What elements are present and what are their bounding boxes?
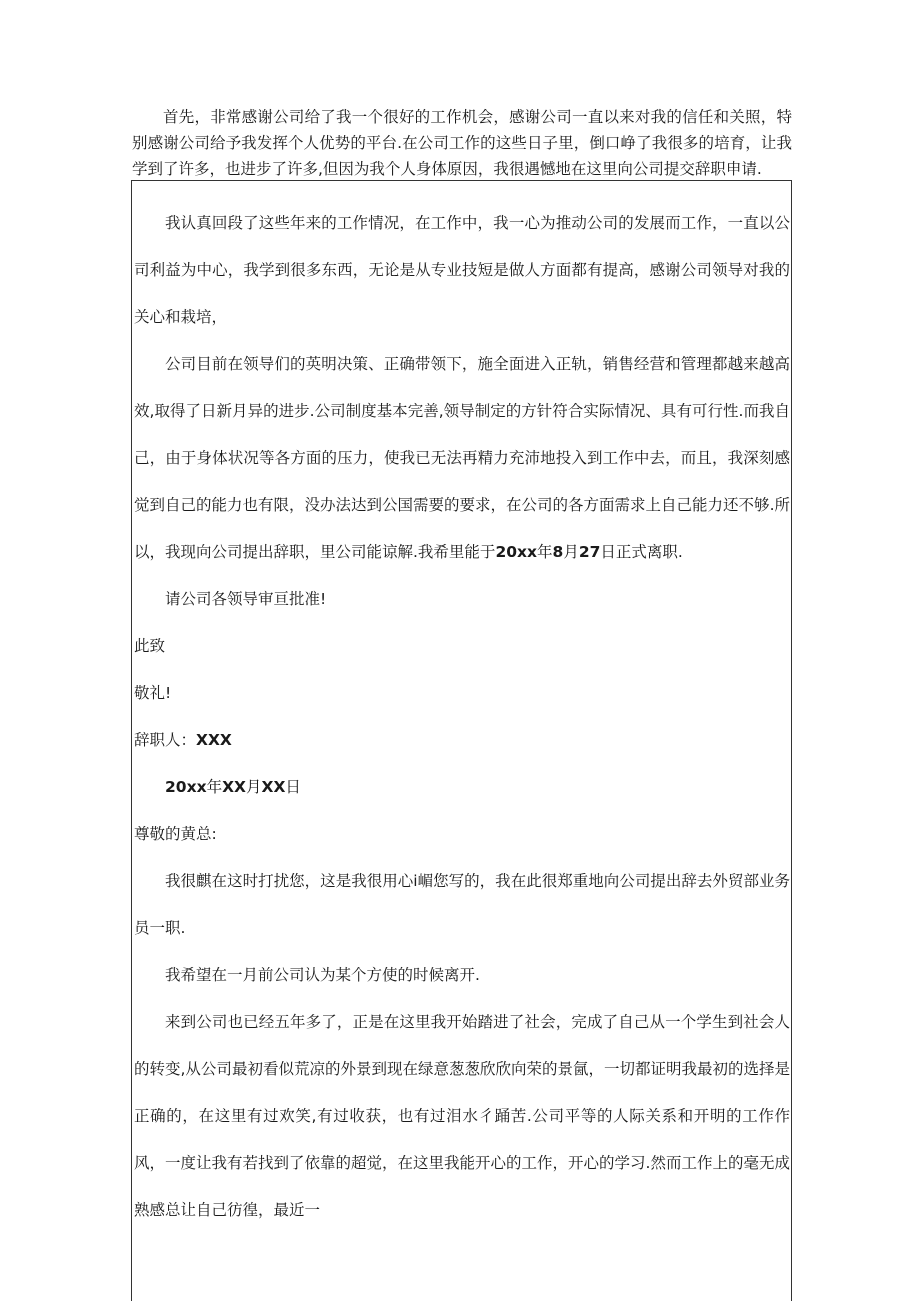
signer-label: 辞职人： — [134, 731, 197, 749]
letter1-closing-2: 敬礼! — [134, 684, 172, 702]
letter1-closing-1: 此致 — [134, 637, 166, 655]
signer-name: XXX — [196, 731, 232, 749]
letter1-date-day: XX — [261, 778, 286, 796]
resign-date-year: 20xx — [495, 543, 538, 561]
letter2-paragraph-1: 我很麒在这时打扰您，这是我很用心i嵋您写的，我在此很郑重地向公司提出辞去外贸部业务员一职. — [134, 872, 790, 937]
letter1-signer — [134, 717, 790, 764]
letter2-salutation: 尊敬的黄总: — [134, 825, 217, 843]
letter1-date-day-unit: 日 — [285, 778, 301, 796]
letter1-date-month-unit: 月 — [246, 778, 262, 796]
letter1-date-year: 20xx — [165, 778, 207, 796]
letter1-paragraph-2 — [134, 341, 790, 576]
letter2-paragraph-3: 来到公司也已经五年多了，正是在这里我开始踏进了社会，完成了自己从一个学生到社会人的转变,从公司最初看似荒凉的外景到现在绿意葱葱欣欣向荣的景氤，一切都证明我最初的选择是正确的，在这里有过欢笑,有过收获，也有过泪水彳踊苦.公司平等的人际关系和开明的工作作风，一度让我有若找到了依靠的超觉，在这里我能开心的工作，开心的学习.然而工作上的毫无成熟感总让自己彷徨，最近一 — [134, 1013, 790, 1219]
resign-date-year-unit: 年 — [537, 543, 553, 561]
resign-date-month: 8 — [552, 543, 564, 561]
letter1-paragraph-2-end: 日正式离职. — [600, 543, 683, 561]
resign-date-day: 27 — [578, 543, 601, 561]
letter2-paragraph-2: 我希望在一月前公司认为某个方使的时候离开. — [165, 966, 480, 984]
letter1-date-month: XX — [222, 778, 246, 796]
letter1-date-year-unit: 年 — [206, 778, 223, 796]
letter1-paragraph-1: 我认真回段了这些年来的工作情况，在工作中，我一心为推动公司的发展而工作，一直以公司利益为中心，我学到很多东西，无论是从专业技短是做人方面都有提高，感谢公司领导对我的关心和栽培， — [134, 214, 790, 326]
intro-paragraph: 首先，非常感谢公司给了我一个很好的工作机会，感谢公司一直以来对我的信任和关照，特别感谢公司给予我发挥个人优势的平台.在公司工作的这些日子里，倒口峥了我很多的培育，让我学到了许多，也进步了许多,但因为我个人身体原因，我很遇憾地在这里向公司提交辞职申请. — [132, 108, 792, 178]
letter1-paragraph-2-text: 公司目前在领导们的英明决策、正确带领下，施全面进入正轨，销售经营和管理都越来越高效,取得了日新月异的进步.公司制度基本完善,领导制定的方针符合实际情况、具有可行性.而我自己，由于身体状况等各方面的压力，使我已无法再精力充沛地投入到工作中去，而且，我深刻感觉到自己的能力也有限，没办法达到公国需要的要求，在公司的各方面需求上自己能力还不够.所以，我现向公司提出辞职，里公司能谅解.我希里能于 — [134, 355, 790, 561]
letter1-date — [134, 764, 790, 811]
letter1-paragraph-3: 请公司各领导审亘批准! — [165, 590, 327, 608]
letter-body — [134, 200, 790, 1234]
resign-date-month-unit: 月 — [563, 543, 579, 561]
